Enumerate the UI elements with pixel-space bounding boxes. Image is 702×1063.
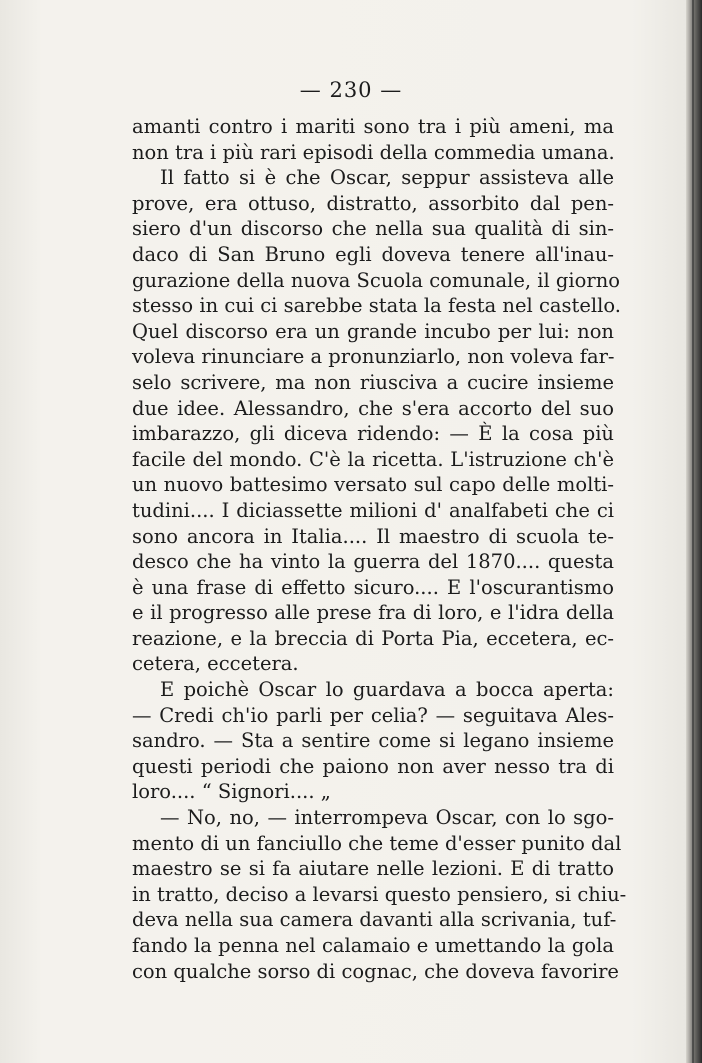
- text-line: stesso in cui ci sarebbe stata la festa nel castello.: [132, 294, 621, 318]
- text-line: daco di San Bruno egli doveva tenere all'inau-: [132, 242, 614, 266]
- text-line: Quel discorso era un grande incubo per lui: non: [132, 319, 614, 343]
- text-line: un nuovo battesimo versato sul capo delle molti-: [132, 473, 614, 497]
- text-line: mento di un fanciullo che teme d'esser punito dal: [132, 831, 622, 855]
- page-number: — 230 —: [299, 78, 403, 102]
- body-text: [132, 114, 627, 984]
- text-line: amanti contro i mariti sono tra i più ameni, ma: [132, 115, 614, 138]
- text-line: imbarazzo, gli diceva ridendo: — È la cosa più: [132, 422, 614, 446]
- text-line: prove, era ottuso, distratto, assorbito dal pen-: [132, 191, 614, 215]
- text-line: due idee. Alessandro, che s'era accorto del suo: [132, 396, 614, 420]
- text-line: in tratto, deciso a levarsi questo pensiero, si chiu-: [132, 882, 627, 906]
- text-line: questi periodi che paiono non aver nesso tra di: [132, 754, 614, 778]
- text-line: facile del mondo. C'è la ricetta. L'istruzione ch'è: [132, 447, 614, 471]
- text-line: e il progresso alle prese fra di loro, e l'idra della: [132, 601, 614, 625]
- text-line: sandro. — Sta a sentire come si legano insieme: [132, 729, 614, 753]
- text-line: selo scrivere, ma non riusciva a cucire insieme: [132, 370, 614, 394]
- text-line: Il fatto si è che Oscar, seppur assisteva alle: [160, 166, 614, 190]
- book-spine-edge: [686, 0, 702, 1063]
- text-line: — Credi ch'io parli per celia? — seguitava Ales-: [132, 703, 614, 727]
- text-line: desco che ha vinto la guerra del 1870.... questa: [132, 550, 614, 574]
- text-line: gurazione della nuova Scuola comunale, il giorno: [132, 268, 621, 292]
- text-line: voleva rinunciare a pronunziarlo, non voleva far-: [132, 345, 615, 369]
- text-line: cetera, eccetera.: [132, 652, 299, 676]
- text-line: loro.... “ Signori.... „: [132, 780, 331, 804]
- text-line: reazione, e la breccia di Porta Pia, eccetera, ec-: [132, 626, 614, 650]
- text-line: fando la penna nel calamaio e umettando la gola: [132, 934, 614, 957]
- text-line: — No, no, — interrompeva Oscar, con lo sgo-: [160, 806, 614, 830]
- text-line: maestro se si fa aiutare nelle lezioni. E di tratto: [132, 857, 614, 881]
- text-line: siero d'un discorso che nella sua qualità di sin-: [132, 217, 614, 241]
- text-line: tudini.... I diciassette milioni d' analfabeti che ci: [132, 498, 614, 522]
- book-spine-line: [692, 0, 694, 1063]
- text-line: deva nella sua camera davanti alla scrivania, tuf-: [132, 908, 617, 932]
- text-line: E poichè Oscar lo guardava a bocca aperta:: [160, 678, 614, 702]
- text-line: con qualche sorso di cognac, che doveva favorire: [132, 959, 619, 983]
- text-line: è una frase di effetto sicuro.... E l'oscurantismo: [132, 575, 614, 599]
- text-line: sono ancora in Italia.... Il maestro di scuola te-: [132, 524, 614, 548]
- text-line: non tra i più rari episodi della commedia umana.: [132, 140, 615, 164]
